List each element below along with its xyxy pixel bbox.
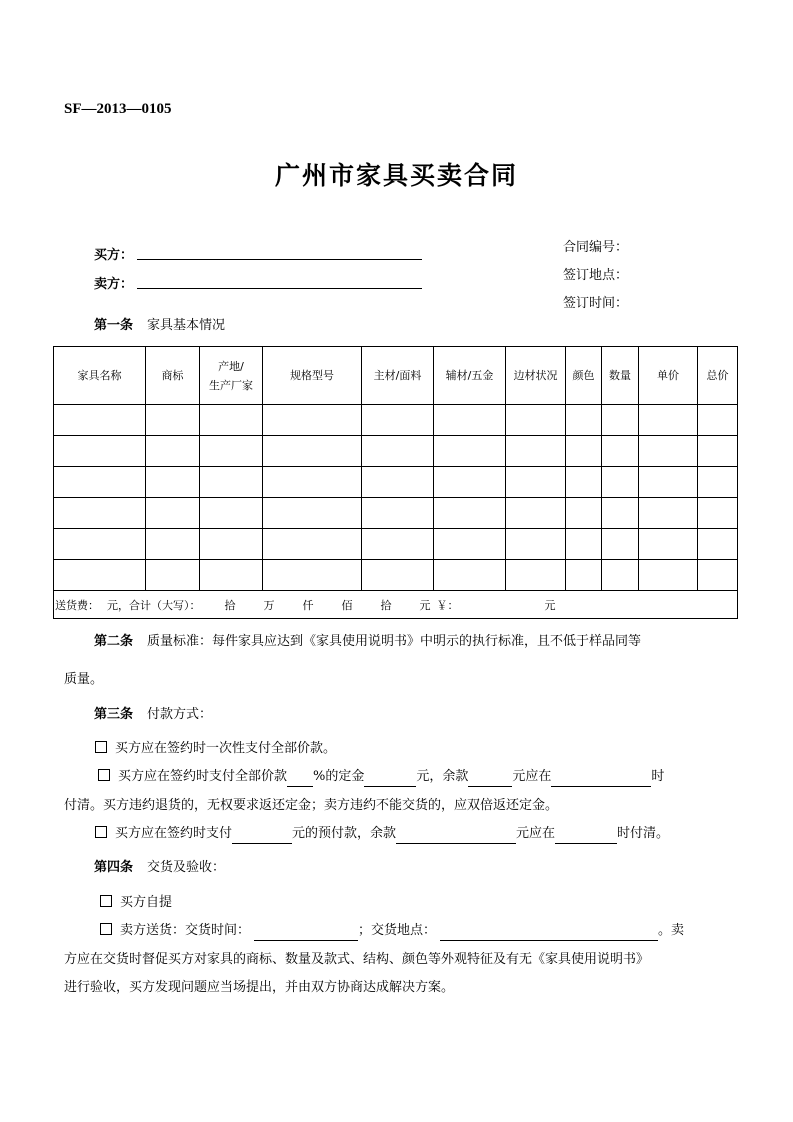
table-cell[interactable] [506, 467, 566, 498]
checkbox-icon[interactable] [98, 769, 110, 781]
header-aux-material: 辅材/五金 [434, 347, 506, 405]
article-1-heading [94, 314, 225, 333]
table-cell[interactable] [602, 498, 639, 529]
payment-option-3-text-c: 元应在 [516, 826, 556, 841]
table-row [54, 529, 738, 560]
furniture-table [53, 346, 738, 619]
table-cell[interactable] [146, 498, 200, 529]
table-cell[interactable] [263, 405, 362, 436]
table-cell[interactable] [602, 405, 639, 436]
table-row [54, 498, 738, 529]
table-cell[interactable] [434, 436, 506, 467]
article-4-text: 交货及验收： [147, 860, 226, 875]
table-cell[interactable] [434, 498, 506, 529]
article-3-number: 第三条 [94, 707, 134, 722]
table-cell[interactable] [639, 498, 698, 529]
payment-option-2-text-a: 买方应在签约时支付全部价款 [118, 769, 288, 784]
article-2-number: 第二条 [94, 634, 134, 649]
yuan-total-label: 元，合计（大写）： [107, 598, 201, 612]
article-2-line2: 质量。 [64, 672, 104, 687]
table-cell[interactable] [434, 529, 506, 560]
payment-option-2-line2: 付清。买方违约退货的，无权要求返还定金；卖方违约不能交货的，应双倍返还定金。 [64, 798, 559, 813]
payment-option-2-text-b: %的定金 [313, 769, 365, 784]
table-cell[interactable] [146, 405, 200, 436]
yuan-end-label: 元 [544, 598, 556, 612]
balance-amount-field[interactable] [468, 772, 512, 787]
unit-bai: 佰 [341, 598, 353, 612]
payment-option-3-text-a: 买方应在签约时支付 [115, 826, 233, 841]
balance-time-field[interactable] [551, 772, 651, 787]
table-cell[interactable] [698, 560, 738, 591]
payment-option-2-text-d: 元应在 [512, 769, 552, 784]
table-cell[interactable] [54, 498, 146, 529]
table-cell[interactable] [263, 529, 362, 560]
buyer-field[interactable] [137, 259, 422, 260]
sign-place-label: 签订地点： [563, 268, 629, 283]
prepay-balance-field[interactable] [396, 829, 516, 844]
header-color: 颜色 [566, 347, 602, 405]
table-cell[interactable] [602, 529, 639, 560]
table-cell[interactable] [146, 560, 200, 591]
table-header-row [54, 347, 738, 405]
table-cell[interactable] [566, 436, 602, 467]
contract-number-label: 合同编号： [563, 240, 629, 255]
table-cell[interactable] [639, 560, 698, 591]
checkbox-icon[interactable] [95, 826, 107, 838]
delivery-option-2-text-c: 。卖 [658, 923, 685, 938]
article-1-text: 家具基本情况 [147, 318, 226, 333]
table-cell[interactable] [639, 529, 698, 560]
sign-time-label: 签订时间： [563, 296, 629, 311]
table-cell[interactable] [200, 498, 263, 529]
table-cell[interactable] [362, 405, 434, 436]
total-cell[interactable] [54, 591, 738, 619]
table-cell[interactable] [146, 529, 200, 560]
checkbox-icon[interactable] [100, 923, 112, 935]
table-cell[interactable] [698, 498, 738, 529]
payment-option-2-text-e: 时 [651, 769, 665, 784]
table-cell[interactable] [362, 436, 434, 467]
table-cell[interactable] [506, 529, 566, 560]
delivery-option-2-text-a: 卖方送货：交货时间： [120, 923, 251, 938]
payment-option-2[interactable] [98, 767, 664, 787]
table-cell[interactable] [263, 560, 362, 591]
article-4-heading [94, 856, 225, 875]
unit-shi-2: 拾 [380, 598, 392, 612]
unit-yuan: 元 [419, 598, 431, 612]
table-cell[interactable] [362, 529, 434, 560]
table-cell[interactable] [54, 467, 146, 498]
table-cell[interactable] [434, 467, 506, 498]
delivery-option-1[interactable] [100, 893, 172, 913]
table-cell[interactable] [698, 436, 738, 467]
table-row [54, 405, 738, 436]
payment-option-3[interactable] [95, 824, 669, 844]
delivery-option-2-text-b: ；交货地点： [358, 923, 437, 938]
delivery-time-field[interactable] [254, 926, 358, 941]
table-row [54, 467, 738, 498]
deposit-percent-field[interactable] [287, 772, 313, 787]
table-cell[interactable] [263, 498, 362, 529]
table-cell[interactable] [146, 436, 200, 467]
deposit-amount-field[interactable] [364, 772, 416, 787]
delivery-place-field[interactable] [440, 926, 658, 941]
table-cell[interactable] [506, 405, 566, 436]
table-cell[interactable] [506, 498, 566, 529]
article-3-heading [94, 703, 212, 722]
table-cell[interactable] [698, 467, 738, 498]
table-cell[interactable] [434, 560, 506, 591]
seller-label: 卖方： [94, 277, 134, 292]
table-cell[interactable] [263, 436, 362, 467]
table-cell[interactable] [566, 529, 602, 560]
header-spec: 规格型号 [263, 347, 362, 405]
table-cell[interactable] [362, 560, 434, 591]
table-cell[interactable] [698, 529, 738, 560]
unit-shi-1: 拾 [224, 598, 236, 612]
delivery-line3: 进行验收，买方发现问题应当场提出，并由双方协商达成解决方案。 [64, 980, 455, 995]
prepay-time-field[interactable] [555, 829, 617, 844]
header-name: 家具名称 [54, 347, 146, 405]
table-cell[interactable] [602, 467, 639, 498]
table-cell[interactable] [54, 405, 146, 436]
payment-option-2-text-c: 元，余款 [416, 769, 469, 784]
table-cell[interactable] [602, 436, 639, 467]
table-row [54, 560, 738, 591]
table-cell[interactable] [602, 560, 639, 591]
table-cell[interactable] [566, 405, 602, 436]
table-row [54, 436, 738, 467]
table-cell[interactable] [639, 467, 698, 498]
article-2-line1 [94, 632, 641, 652]
table-cell[interactable] [146, 467, 200, 498]
checkbox-icon[interactable] [95, 741, 107, 753]
table-footer-row [54, 591, 738, 619]
payment-option-3-text-d: 时付清。 [617, 826, 670, 841]
table-cell[interactable] [639, 405, 698, 436]
table-cell[interactable] [200, 467, 263, 498]
table-cell[interactable] [200, 529, 263, 560]
payment-option-1-text: 买方应在签约时一次性支付全部价款。 [115, 741, 337, 756]
checkbox-icon[interactable] [100, 895, 112, 907]
delivery-option-2[interactable] [100, 921, 684, 941]
article-4-number: 第四条 [94, 860, 134, 875]
table-cell[interactable] [639, 436, 698, 467]
table-cell[interactable] [566, 498, 602, 529]
table-cell[interactable] [698, 405, 738, 436]
document-code: SF—2013—0105 [64, 101, 172, 117]
unit-qian: 仟 [302, 598, 314, 612]
article-3-text: 付款方式： [147, 707, 213, 722]
table-cell[interactable] [200, 405, 263, 436]
table-cell[interactable] [362, 498, 434, 529]
payment-option-1[interactable] [95, 739, 336, 759]
table-cell[interactable] [506, 436, 566, 467]
shipping-label: 送货费： [55, 598, 99, 612]
table-cell[interactable] [566, 467, 602, 498]
unit-wan: 万 [263, 598, 275, 612]
table-cell[interactable] [200, 560, 263, 591]
prepay-amount-field[interactable] [232, 829, 292, 844]
header-brand: 商标 [146, 347, 200, 405]
seller-field[interactable] [137, 288, 422, 289]
table-cell[interactable] [434, 405, 506, 436]
header-quantity: 数量 [602, 347, 639, 405]
table-cell[interactable] [506, 560, 566, 591]
buyer-label: 买方： [94, 248, 134, 263]
table-cell[interactable] [200, 436, 263, 467]
header-producer-line2: 生产厂家 [209, 378, 253, 392]
article-1-number: 第一条 [94, 318, 134, 333]
page-title: 广州市家具买卖合同 [274, 161, 518, 190]
header-edge: 边材状况 [506, 347, 566, 405]
header-total-price: 总价 [698, 347, 738, 405]
payment-option-3-text-b: 元的预付款，余款 [292, 826, 397, 841]
article-2-text: 质量标准：每件家具应达到《家具使用说明书》中明示的执行标准，且不低于样品同等 [147, 634, 642, 649]
table-cell[interactable] [54, 560, 146, 591]
header-unit-price: 单价 [639, 347, 698, 405]
header-producer-line1: 产地/ [218, 359, 244, 373]
delivery-option-1-text: 买方自提 [120, 895, 173, 910]
table-cell[interactable] [362, 467, 434, 498]
header-main-material: 主材/面料 [362, 347, 434, 405]
header-producer [200, 347, 263, 405]
table-cell[interactable] [263, 467, 362, 498]
delivery-line2: 方应在交货时督促买方对家具的商标、数量及款式、结构、颜色等外观特征及有无《家具使用说明书》 [64, 952, 650, 967]
table-cell[interactable] [54, 436, 146, 467]
yen-label: ￥： [436, 598, 459, 612]
table-cell[interactable] [566, 560, 602, 591]
table-cell[interactable] [54, 529, 146, 560]
